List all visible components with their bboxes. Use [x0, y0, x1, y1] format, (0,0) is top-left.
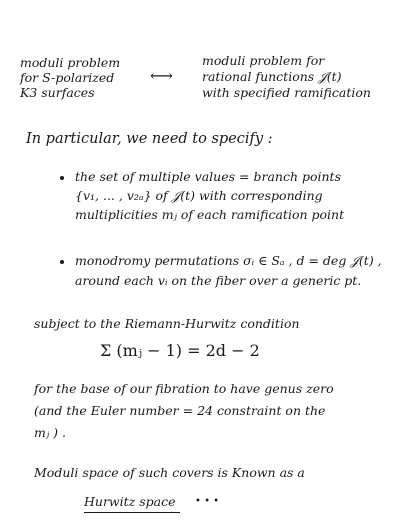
bullet-dot-1 [60, 176, 64, 180]
intro-line: In particular, we need to specify : [26, 131, 273, 147]
bullet-dot-2 [60, 260, 64, 264]
double-arrow-icon: ⟷ [150, 66, 173, 85]
riemann-hurwitz-formula: Σ (mⱼ − 1) = 2d − 2 [100, 341, 260, 360]
right-block-line-2: rational functions 𝒥(t) [202, 69, 342, 84]
genus-line-3: mⱼ ) . [34, 425, 66, 440]
bullet-1-line-3: multiplicities mⱼ of each ramification point [75, 207, 345, 222]
genus-line-2: (and the Euler number = 24 constraint on the [34, 403, 326, 418]
left-block-line-1: moduli problem [20, 55, 121, 70]
left-block-line-3: K3 surfaces [20, 85, 95, 100]
right-block-line-1: moduli problem for [202, 53, 325, 68]
genus-line-1: for the base of our fibration to have genus zero [34, 381, 334, 396]
bullet-2-line-2: around each vᵢ on the fiber over a generic pt. [75, 273, 362, 288]
hurwitz-space-term: Hurwitz space [84, 494, 176, 509]
left-block-line-2: for S-polarized [20, 70, 115, 85]
bullet-1-line-1: the set of multiple values = branch points [75, 169, 341, 184]
hurwitz-space-underline [84, 512, 180, 513]
bullet-2-line-1: monodromy permutations σᵢ ∈ Sₐ , d = deg 𝒥(t) , [75, 253, 382, 268]
right-block-line-3: with specified ramification [202, 85, 371, 100]
condition-intro: subject to the Riemann-Hurwitz condition [34, 316, 300, 331]
bullet-1-line-2: {v₁, ... , v₂ₐ} of 𝒥(t) with corresponding [75, 188, 323, 203]
closing-line-1: Moduli space of such covers is Known as a [34, 465, 305, 480]
ellipsis-dots: • • • [195, 496, 220, 507]
